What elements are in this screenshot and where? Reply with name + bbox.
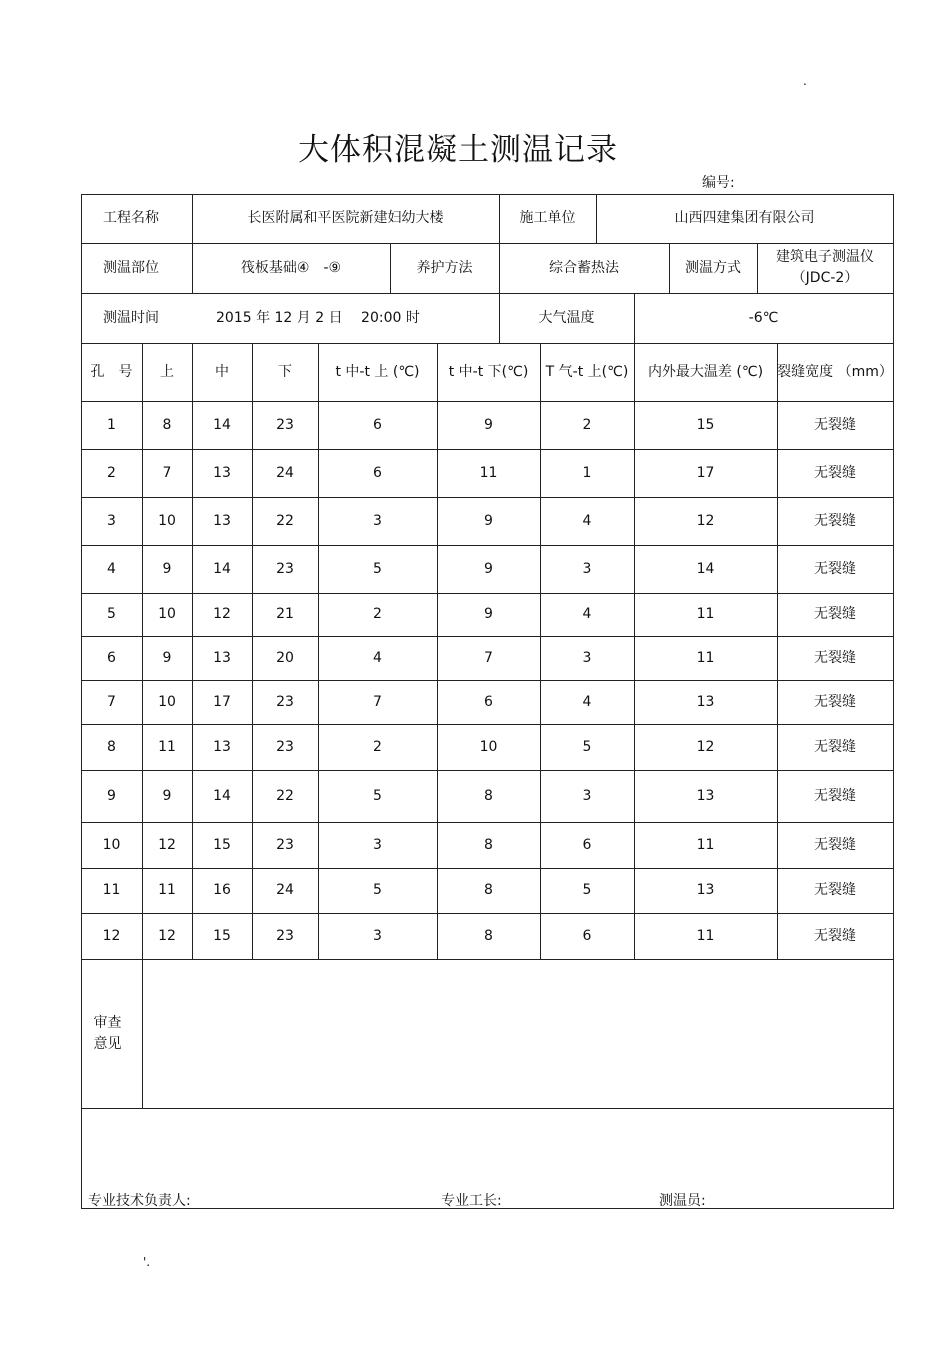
cell-hole-no: 12 (102, 927, 121, 944)
grid-line (540, 343, 541, 959)
grid-line (81, 636, 894, 637)
cell-max-diff: 11 (696, 606, 715, 622)
cell-hole-no: 5 (107, 606, 116, 622)
cell-diff-mid-lower: 11 (479, 464, 498, 481)
tech-lead-signature-label: 专业技术负责人: (88, 1193, 191, 1209)
cell-middle: 13 (213, 738, 231, 755)
cell-diff-mid-upper: 3 (373, 927, 382, 944)
time-label: 测温时间 (103, 309, 159, 326)
cell-diff-mid-lower: 9 (484, 606, 493, 622)
grid-line (81, 680, 894, 681)
method-value (757, 243, 893, 293)
cell-max-diff: 13 (696, 787, 715, 804)
review-label-line2: 意见 (93, 1035, 122, 1052)
cell-middle: 13 (213, 512, 231, 529)
cell-middle: 15 (213, 836, 231, 853)
cell-hole-no: 1 (107, 416, 116, 433)
cell-diff-mid-upper: 7 (373, 693, 382, 710)
cell-diff-mid-upper: 2 (373, 738, 382, 755)
cell-upper: 8 (162, 416, 172, 433)
cell-diff-air-upper: 3 (582, 787, 592, 804)
header-lower: 下 (278, 363, 292, 380)
cell-middle: 14 (213, 560, 231, 577)
cell-crack-width: 无裂缝 (814, 693, 856, 710)
review-label (81, 959, 134, 1108)
cell-middle: 15 (213, 927, 231, 944)
cell-diff-mid-lower: 6 (484, 693, 493, 710)
grid-line (81, 343, 894, 344)
cell-hole-no: 8 (107, 738, 116, 755)
grid-line (318, 343, 319, 959)
cell-crack-width: 无裂缝 (814, 606, 856, 622)
cell-diff-air-upper: 6 (582, 927, 592, 944)
cell-diff-air-upper: 2 (582, 416, 592, 433)
grid-line (192, 343, 193, 959)
cell-diff-mid-lower: 8 (484, 882, 493, 898)
grid-line (81, 822, 894, 823)
cell-upper: 10 (158, 512, 176, 529)
grid-line (634, 343, 635, 959)
cell-crack-width: 无裂缝 (814, 927, 856, 944)
curing-label: 养护方法 (416, 259, 473, 276)
cell-hole-no: 6 (107, 649, 116, 666)
grid-line (252, 343, 253, 959)
method-value-line2: （JDC-2） (791, 270, 859, 286)
cell-lower: 23 (276, 560, 294, 577)
cell-middle: 12 (213, 606, 231, 622)
method-label: 测温方式 (685, 259, 741, 276)
cell-diff-mid-lower: 9 (484, 560, 493, 577)
grid-line (596, 194, 597, 243)
cell-upper: 9 (162, 787, 172, 804)
cell-lower: 23 (276, 836, 294, 853)
cell-hole-no: 9 (107, 787, 116, 804)
grid-line (142, 959, 143, 1108)
cell-diff-mid-upper: 6 (373, 416, 382, 433)
cell-lower: 20 (276, 649, 294, 666)
cell-middle: 14 (213, 416, 231, 433)
grid-line (81, 770, 894, 771)
cell-middle: 13 (213, 649, 231, 666)
builder-value: 山西四建集团有限公司 (674, 210, 815, 226)
grid-line (81, 868, 894, 869)
cell-crack-width: 无裂缝 (814, 738, 856, 755)
cell-hole-no: 4 (107, 560, 116, 577)
cell-diff-air-upper: 6 (582, 836, 592, 853)
top-mark: . (803, 74, 807, 88)
project-name-value: 长医附属和平医院新建妇幼大楼 (247, 210, 444, 226)
cell-upper: 12 (158, 836, 176, 853)
cell-max-diff: 11 (696, 836, 715, 853)
foreman-signature-label: 专业工长: (441, 1193, 502, 1209)
serial-number-label: 编号: (702, 175, 735, 191)
cell-diff-mid-upper: 3 (373, 512, 382, 529)
grid-line (777, 343, 778, 959)
header-upper: 上 (160, 363, 174, 380)
cell-lower: 22 (276, 512, 294, 529)
air-temp-value: -6℃ (748, 309, 779, 326)
header-diff-mid-upper: t 中-t 上 (℃) (335, 363, 420, 380)
grid-line (81, 449, 894, 450)
cell-crack-width: 无裂缝 (814, 836, 856, 853)
cell-hole-no: 10 (102, 836, 121, 853)
cell-max-diff: 15 (696, 416, 715, 433)
grid-line (390, 243, 391, 293)
header-middle: 中 (215, 363, 229, 380)
cell-max-diff: 12 (696, 512, 715, 529)
grid-line (634, 293, 635, 343)
grid-line (192, 194, 193, 293)
cell-crack-width: 无裂缝 (814, 416, 856, 433)
cell-diff-mid-lower: 8 (484, 836, 493, 853)
grid-line (81, 1208, 894, 1209)
grid-line (81, 293, 894, 294)
cell-lower: 24 (276, 882, 294, 898)
cell-lower: 23 (276, 693, 294, 710)
cell-upper: 9 (162, 649, 172, 666)
grid-line (81, 497, 894, 498)
header-crack-width: 裂缝宽度 （mm） (777, 363, 893, 380)
cell-crack-width: 无裂缝 (814, 882, 856, 898)
cell-diff-air-upper: 4 (582, 693, 592, 710)
cell-diff-mid-lower: 8 (484, 787, 493, 804)
cell-diff-mid-upper: 3 (373, 836, 382, 853)
cell-upper: 10 (158, 693, 176, 710)
cell-diff-air-upper: 3 (582, 649, 592, 666)
cell-diff-mid-upper: 6 (373, 464, 382, 481)
cell-middle: 16 (213, 882, 231, 898)
review-label-line1: 审查 (93, 1014, 122, 1031)
cell-crack-width: 无裂缝 (814, 512, 856, 529)
cell-upper: 12 (158, 927, 176, 944)
builder-label: 施工单位 (519, 210, 576, 226)
air-temp-label: 大气温度 (538, 309, 595, 326)
cell-diff-mid-upper: 5 (373, 882, 382, 898)
part-label: 测温部位 (103, 259, 159, 276)
cell-diff-mid-upper: 5 (373, 560, 382, 577)
grid-line (81, 593, 894, 594)
time-value: 2015 年 12 月 2 日 20:00 时 (216, 309, 420, 326)
cell-lower: 21 (276, 606, 294, 622)
cell-hole-no: 7 (107, 693, 116, 710)
grid-line (893, 194, 894, 1208)
cell-lower: 23 (276, 738, 294, 755)
grid-line (81, 959, 894, 960)
cell-max-diff: 12 (696, 738, 715, 755)
grid-line (81, 194, 894, 195)
cell-upper: 11 (158, 738, 176, 755)
cell-diff-air-upper: 4 (582, 512, 592, 529)
grid-line (757, 243, 758, 293)
bottom-mark: '. (143, 1255, 151, 1269)
cell-max-diff: 14 (696, 560, 715, 577)
cell-lower: 24 (276, 464, 294, 481)
method-value-line1: 建筑电子测温仪 (776, 249, 874, 265)
grid-line (499, 243, 500, 293)
grid-line (437, 343, 438, 959)
header-diff-mid-lower: t 中-t 下(℃) (448, 363, 529, 380)
grid-line (81, 401, 894, 402)
measurer-signature-label: 测温员: (659, 1193, 706, 1209)
cell-diff-mid-upper: 2 (373, 606, 382, 622)
cell-diff-mid-upper: 4 (373, 649, 382, 666)
grid-line (81, 243, 894, 244)
page-title: 大体积混凝土测温记录 (298, 132, 618, 168)
cell-upper: 11 (158, 882, 176, 898)
review-content-area[interactable] (142, 960, 892, 1107)
cell-crack-width: 无裂缝 (814, 560, 856, 577)
cell-upper: 7 (162, 464, 172, 481)
cell-diff-mid-lower: 10 (479, 738, 498, 755)
grid-line (499, 293, 500, 343)
cell-max-diff: 11 (696, 649, 715, 666)
cell-lower: 22 (276, 787, 294, 804)
cell-max-diff: 17 (696, 464, 715, 481)
cell-middle: 13 (213, 464, 231, 481)
grid-line (81, 194, 82, 1208)
cell-max-diff: 13 (696, 882, 715, 898)
cell-upper: 10 (158, 606, 176, 622)
cell-diff-mid-upper: 5 (373, 787, 382, 804)
grid-line (81, 1108, 894, 1109)
grid-line (81, 724, 894, 725)
cell-hole-no: 2 (107, 464, 116, 481)
cell-diff-air-upper: 3 (582, 560, 592, 577)
cell-max-diff: 13 (696, 693, 715, 710)
cell-middle: 17 (213, 693, 231, 710)
cell-diff-air-upper: 4 (582, 606, 592, 622)
cell-diff-air-upper: 5 (582, 738, 592, 755)
grid-line (142, 343, 143, 959)
cell-middle: 14 (213, 787, 231, 804)
grid-line (81, 913, 894, 914)
grid-line (81, 545, 894, 546)
cell-diff-mid-lower: 9 (484, 416, 493, 433)
cell-hole-no: 3 (107, 512, 116, 529)
cell-upper: 9 (162, 560, 172, 577)
cell-crack-width: 无裂缝 (814, 464, 856, 481)
project-name-label: 工程名称 (103, 210, 159, 226)
cell-diff-mid-lower: 7 (484, 649, 493, 666)
cell-max-diff: 11 (696, 927, 715, 944)
cell-diff-air-upper: 1 (582, 464, 592, 481)
cell-hole-no: 11 (102, 882, 121, 898)
part-value: 筏板基础④ -⑨ (240, 259, 342, 276)
cell-crack-width: 无裂缝 (814, 649, 856, 666)
cell-lower: 23 (276, 416, 294, 433)
cell-diff-air-upper: 5 (582, 882, 592, 898)
curing-value: 综合蓄热法 (549, 259, 619, 276)
grid-line (499, 194, 500, 243)
header-hole-no: 孔 号 (90, 363, 133, 380)
cell-diff-mid-lower: 9 (484, 512, 493, 529)
cell-lower: 23 (276, 927, 294, 944)
grid-line (669, 243, 670, 293)
cell-crack-width: 无裂缝 (814, 787, 856, 804)
cell-diff-mid-lower: 8 (484, 927, 493, 944)
header-max-diff: 内外最大温差 (℃) (647, 363, 764, 380)
header-diff-air-upper: T 气-t 上(℃) (545, 363, 629, 380)
